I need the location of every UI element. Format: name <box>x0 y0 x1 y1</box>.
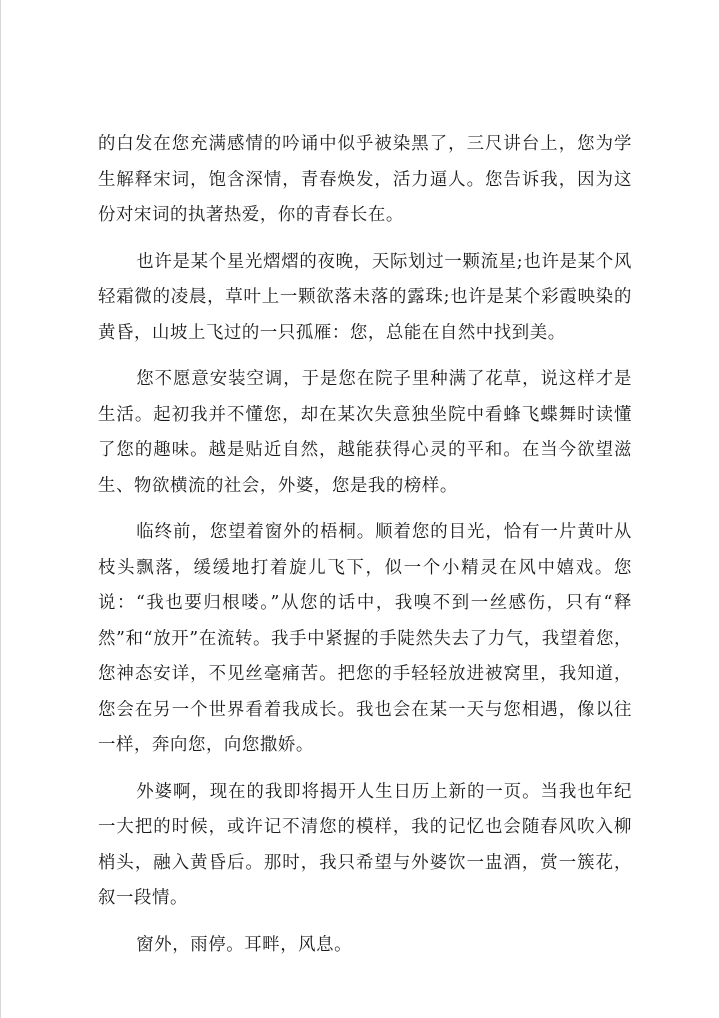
paragraph-6: 窗外，雨停。耳畔，风息。 <box>136 934 353 955</box>
paragraph-3: 您不愿意安装空调，于是您在院子里种满了花草，说这样才是生活。起初我并不懂您，却在某次失意独坐院中看蜂飞蝶舞时读懂了您的趣味。越是贴近自然，越能获得心灵的平和。在当今欲望滋生、物欲横流的社会，外婆，您是我的榜样。 <box>98 369 632 496</box>
paragraph-2: 也许是某个星光熠熠的夜晚，天际划过一颗流星;也许是某个风轻霜微的凌晨，草叶上一颗欲落未落的露珠;也许是某个彩霞映染的黄昏，山坡上飞过的一只孤雁：您，总能在自然中找到美。 <box>98 251 632 343</box>
paragraph-5: 外婆啊，现在的我即将揭开人生日历上新的一页。当我也年纪一大把的时候，或许记不清您的模样，我的记忆也会随春风吹入柳梢头，融入黄昏后。那时，我只希望与外婆饮一盅酒，赏一簇花，叙一段情。 <box>98 781 632 908</box>
paragraph-1: 的白发在您充满感情的吟诵中似乎被染黑了，三尺讲台上，您为学生解释宋词，饱含深情，青春焕发，活力逼人。您告诉我，因为这份对宋词的执著热爱，你的青春长在。 <box>98 134 632 225</box>
paragraph-4: 临终前，您望着窗外的梧桐。顺着您的目光，恰有一片黄叶从枝头飘落，缓缓地打着旋儿飞下，似一个小精灵在风中嬉戏。您说：“我也要归根喽。”从您的话中，我嗅不到一丝感伤，只有“释然”和“放开”在流转。我手中紧握的手陡然失去了力气，我望着您，您神态安详，不见丝毫痛苦。把您的手轻轻放进被窝里，我知道，您会在另一个世界看着我成长。我也会在某一天与您相遇，像以往一样，奔向您，向您撒娇。 <box>98 522 632 755</box>
document-body <box>98 127 632 974</box>
